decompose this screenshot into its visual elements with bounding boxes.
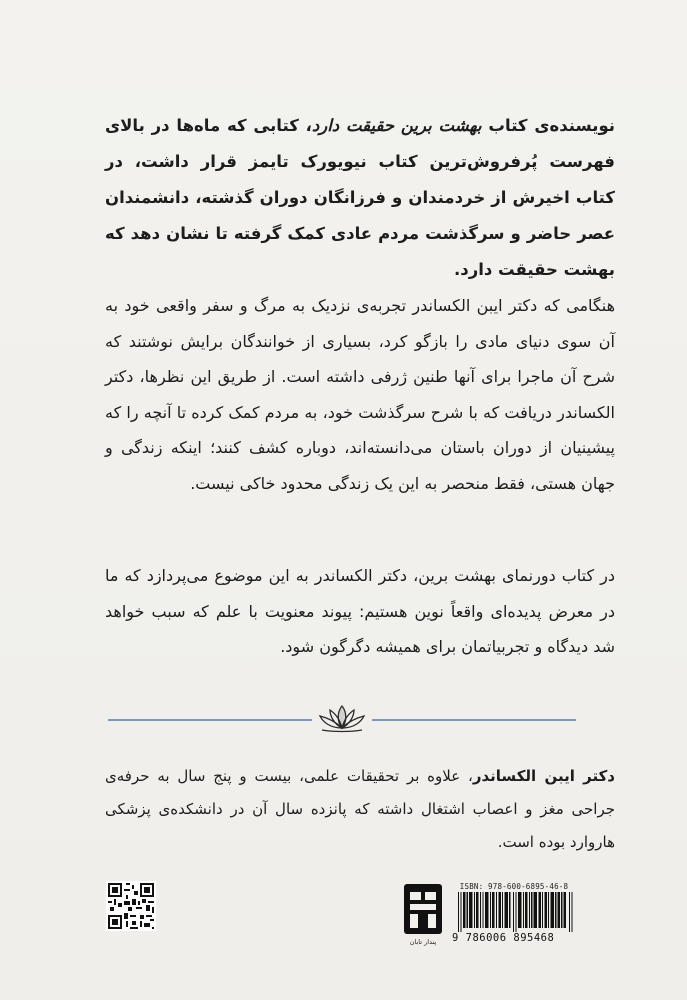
section-divider [108,700,576,740]
isbn-barcode [452,882,576,944]
intro-text-rest: ، کتابی که ماه‌ها در بالای فهرست پُرفروش‌ترین کتاب نیویورک تایمز قرار داشت، در کتاب اخیرش از خردمندان و فرزانگان دوران گذشته، دانشمندان عصر حاضر و سرگذشت مردم عادی کمک گرفته تا نشان دهد که بهشت حقیقت دارد. [105,116,615,279]
lotus-icon [320,706,364,732]
qr-code-icon [106,881,156,931]
barcode-icon [458,892,574,932]
author-bio [105,760,615,859]
intro-paragraph [105,108,615,288]
author-bio-text: ، علاوه بر تحقیقات علمی، بیست و پنج سال به حرفه‌ی جراحی مغز و اعصاب اشتغال داشته که پانزده سال آن در دانشکده‌ی پزشکی هاروارد بوده است. [105,767,615,851]
isbn-label: ISBN: 978-600-6895-46-8 [459,882,569,891]
isbn-number: 9 786006 895468 [452,932,555,944]
intro-text-start: نویسنده‌ی کتاب [481,116,615,135]
second-paragraph: هنگامی که دکتر ایبن الکساندر تجربه‌ی نزدیک به مرگ و سفر واقعی خود به آن سوی دنیای مادی را بازگو کرد، بسیاری از خوانندگان برایش نوشتند که شرح آن ماجرا برای آنها طنین ژرفی داشته است. از طریق این نظرها، دکتر الکساندر دریافت که با شرح سرگذشت خود، به مردم کمک کرده تا آنچه را که پیشینیان از دوران باستان می‌دانسته‌اند، دوباره کشف کنند؛ اینکه زندگی و جهان هستی، فقط منحصر به این یک زندگی محدود خاکی نیست. [105,296,615,493]
author-name: دکتر ایبن الکساندر [472,767,615,785]
publisher-logo-icon [402,880,444,940]
third-paragraph: در کتاب دورنمای بهشت برین، دکتر الکساندر به این موضوع می‌پردازد که ما در معرض پدیده‌ای واقعاً نوین هستیم: پیوند معنویت با علم که سبب خواهد شد دیدگاه و تجربیاتمان برای همیشه دگرگون شود. [105,566,615,657]
publisher-name: پندار تابان [409,938,437,946]
book-title-italic: بهشت برین حقیقت دارد [311,116,482,135]
